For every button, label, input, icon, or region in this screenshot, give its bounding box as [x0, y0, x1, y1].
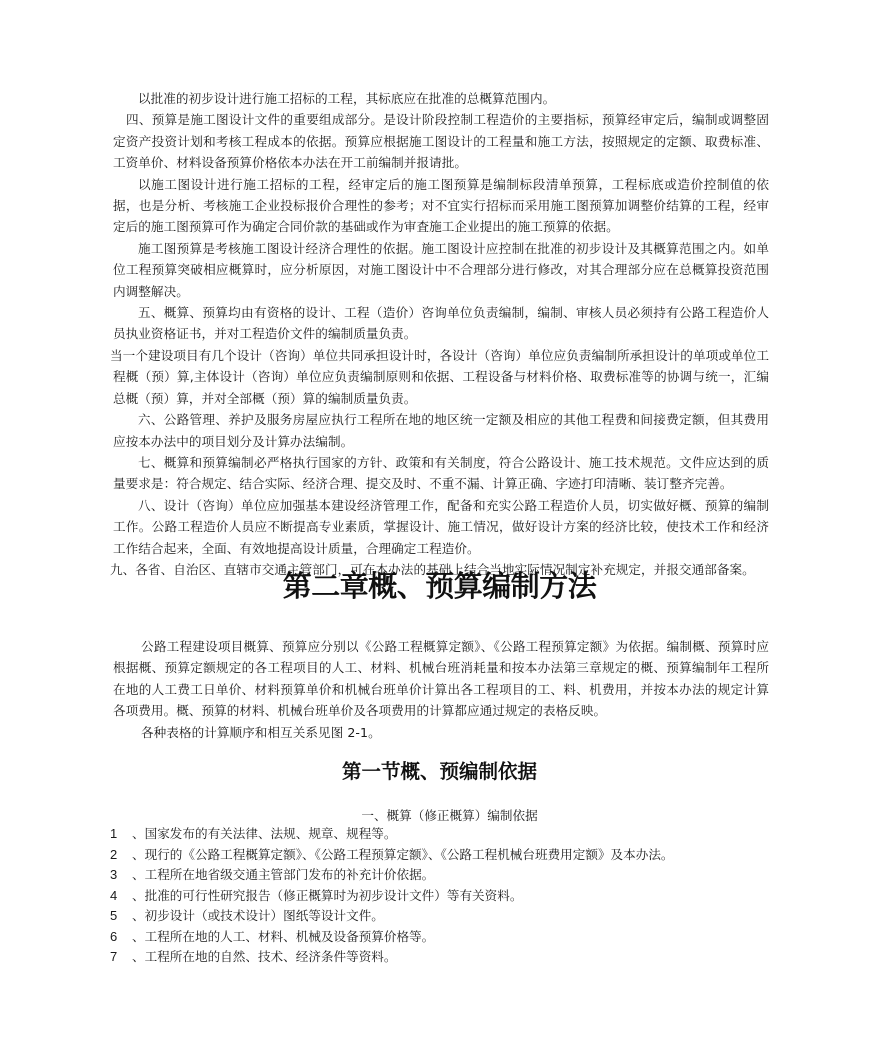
chapter-title: 第二章概、预算编制方法 [282, 569, 597, 603]
list-item [110, 824, 770, 845]
list-number: 5 [110, 908, 118, 923]
paragraph: 五、概算、预算均由有资格的设计、工程（造价）咨询单位负责编制，编制、审核人员必须持有公路工程造价人员执业资格证书，并对工程造价文件的编制质量负责。 [113, 305, 769, 342]
list-text: 、工程所在地的人工、材料、机械及设备预算价格等。 [132, 928, 435, 944]
chapter-intro [113, 636, 769, 743]
list-text: 、国家发布的有关法律、法规、规章、规程等。 [132, 826, 397, 841]
paragraph: 四、预算是施工图设计文件的重要组成部分。是设计阶段控制工程造价的主要指标，预算经审定后，编制或调整固定资产投资计划和考核工程成本的依据。预算应根据施工图设计的工程量和施工方法，按照规定的定额、取费标准、工资单价、材料设备预算价格依本办法在开工前编制并报请批。 [113, 112, 769, 171]
paragraph: 公路工程建设项目概算、预算应分别以《公路工程概算定额》、《公路工程预算定额》为依据。编制概、预算时应根据概、预算定额规定的各工程项目的人工、材料、机械台班消耗量和按本办法第三章规定的概、预算编制年工程所在地的人工费工日单价、材料预算单价和机械台班单价计算出各工程项目的工、料、机费用，并按本办法的规定计算各项费用。概、预算的材料、机械台班单价及各项费用的计算都应通过规定的表格反映。 [113, 639, 769, 719]
list-item [110, 845, 770, 866]
paragraph: 以批准的初步设计进行施工招标的工程，其标底应在批准的总概算范围内。 [138, 91, 556, 106]
list-number: 6 [110, 928, 118, 944]
subsection-title: 一、概算（修正概算）编制依据 [361, 808, 538, 823]
list-item [110, 886, 770, 907]
paragraph: 各种表格的计算顺序和相互关系见图 2-1。 [141, 724, 381, 740]
paragraph: 九、各省、自治区、直辖市交通主管部门，可在本办法的基础上结合当地实际情况制定补充规定，并报交通部备案。 [110, 561, 755, 577]
list-number: 7 [110, 949, 118, 964]
list-item [110, 865, 770, 886]
list-text: 、初步设计（或技术设计）图纸等设计文件。 [132, 908, 384, 923]
paragraph: 以施工图设计进行施工招标的工程，经审定后的施工图预算是编制标段清单预算，工程标底或造价控制值的依据，也是分析、考核施工企业投标报价合理性的参考；对不宜实行招标而采用施工图预算加调整价结算的工程，经审定后的施工图预算可作为确定合同价款的基础或作为审査施工企业提出的施工预算的依据。 [113, 176, 769, 235]
paragraph: 施工图预算是考核施工图设计经济合理性的依据。施工图设计应控制在批准的初步设计及其概算范围之内。如单位工程预算突破相应概算时，应分析原因，对施工图设计中不合理部分进行修改，对其合理部分应在总概算投资范围内调整解决。 [113, 240, 769, 299]
list-number: 4 [110, 887, 118, 903]
list-number: 2 [110, 846, 118, 862]
list-item [110, 906, 770, 927]
list-text: 、工程所在地的自然、技术、经济条件等资料。 [132, 949, 397, 964]
list-item [110, 927, 770, 948]
paragraph: 六、公路管理、养护及服务房屋应执行工程所在地的地区统一定额及相应的其他工程费和间接费定额，但其费用应按本办法中的项目划分及计算办法编制。 [113, 412, 769, 449]
list-text: 、现行的《公路工程概算定额》、《公路工程预算定额》、《公路工程机械台班费用定额》及本办法。 [132, 846, 674, 862]
basis-list [110, 824, 770, 968]
paragraph: 当一个建设项目有几个设计（咨询）单位共同承担设计时，各设计（咨询）单位应负责编制所承担设计的单项或单位工程概（预）算,主体设计（咨询）单位应负责编制原则和依据、工程设备与材料价格、取费标准等的协调与统一，汇编总概（预）算，并对全部概（预）算的编制质量负责。 [110, 347, 769, 406]
section-title: 第一节概、预编制依据 [341, 760, 537, 783]
paragraph: 八、设计（咨询）单位应加强基本建设经济管理工作，配备和充实公路工程造价人员，切实做好概、预算的编制工作。公路工程造价人员应不断提高专业素质，掌握设计、施工情况，做好设计方案的经济比较，使技术工作和经济工作结合起来，全面、有效地提高设计质量，合理确定工程造价。 [113, 497, 769, 556]
intro-section [110, 88, 769, 580]
paragraph: 七、概算和预算编制必严格执行国家的方针、政策和有关制度，符合公路设计、施工技术规范。文件应达到的质量要求是：符合规定、结合实际、经济合理、提交及时、不重不漏、计算正确、字迹打印清晰、装订整齐完善。 [113, 454, 769, 492]
list-text: 、批准的可行性研究报告（修正概算时为初步设计文件）等有关资料。 [132, 887, 523, 903]
list-number: 1 [110, 826, 118, 841]
list-text: 、工程所在地省级交通主管部门发布的补充计价依据。 [132, 867, 435, 882]
list-item [110, 947, 770, 968]
list-number: 3 [110, 867, 118, 882]
